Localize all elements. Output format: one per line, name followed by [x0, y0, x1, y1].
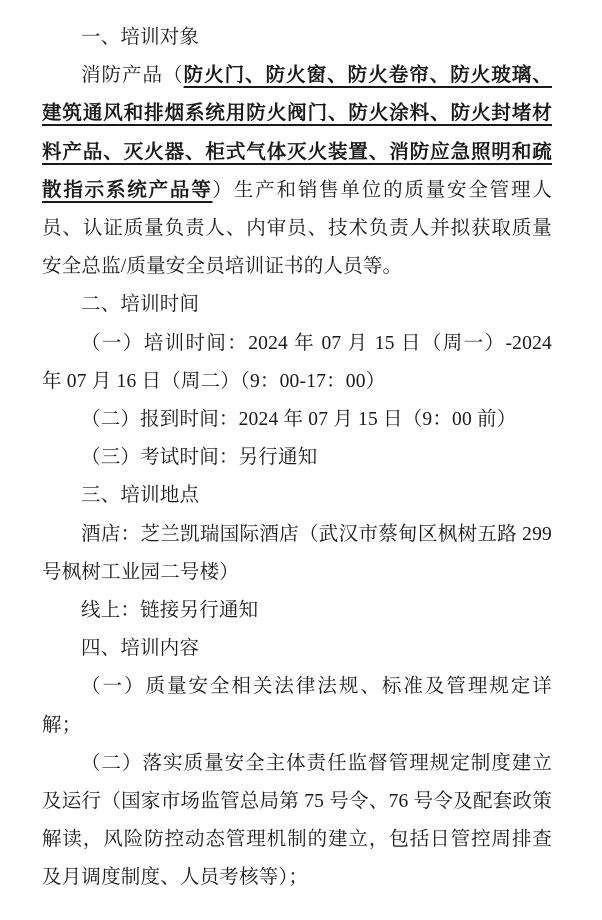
item-content-laws-regulations: （一）质量安全相关法律法规、标准及管理规定详解；	[42, 676, 552, 736]
item-content-responsibility-system: （二）落实质量安全主体责任监督管理规定制度建立及运行（国家市场监管总局第 75 号令、76 号令及配套政策解读，风险防控动态管理机制的建立，包括日管控周排查及月调度制度、人员考核等）；	[42, 752, 552, 889]
section-heading-training-location: 三、培训地点	[81, 485, 200, 507]
audience-text-suffix: ）生产和销售单位的质量安全管理人员、认证质量负责人、内审员、技术负责人并拟获取质量安全总监/质量安全员培训证书的人员等。	[42, 179, 552, 278]
audience-text-prefix: 消防产品（	[81, 65, 184, 87]
item-hotel-address: 酒店：芝兰凯瑞国际酒店（武汉市蔡甸区枫树五路 299 号枫树工业园二号楼）	[42, 523, 552, 583]
fire-product-list-emphasized: 防火门、防火窗、防火卷帘、防火玻璃、建筑通风和排烟系统用防火阀门、防火涂料、防火封堵材料产品、灭火器、柜式气体灭火装置、消防应急照明和疏散指示系统产品等	[42, 65, 552, 201]
item-training-time: （一）培训时间：2024 年 07 月 15 日（周一）-2024 年 07 月 16 日（周二）（9：00-17：00）	[42, 332, 552, 392]
item-online-link: 线上：链接另行通知	[81, 600, 259, 622]
section-heading-training-time: 二、培训时间	[81, 294, 200, 316]
document-body	[42, 19, 552, 898]
section-heading-training-content: 四、培训内容	[81, 638, 200, 660]
section-heading-training-audience: 一、培训对象	[81, 27, 200, 48]
item-exam-time: （三）考试时间：另行通知	[81, 447, 318, 469]
paragraph-training-audience	[42, 57, 552, 286]
item-checkin-time: （二）报到时间：2024 年 07 月 15 日（9：00 前）	[81, 409, 517, 431]
